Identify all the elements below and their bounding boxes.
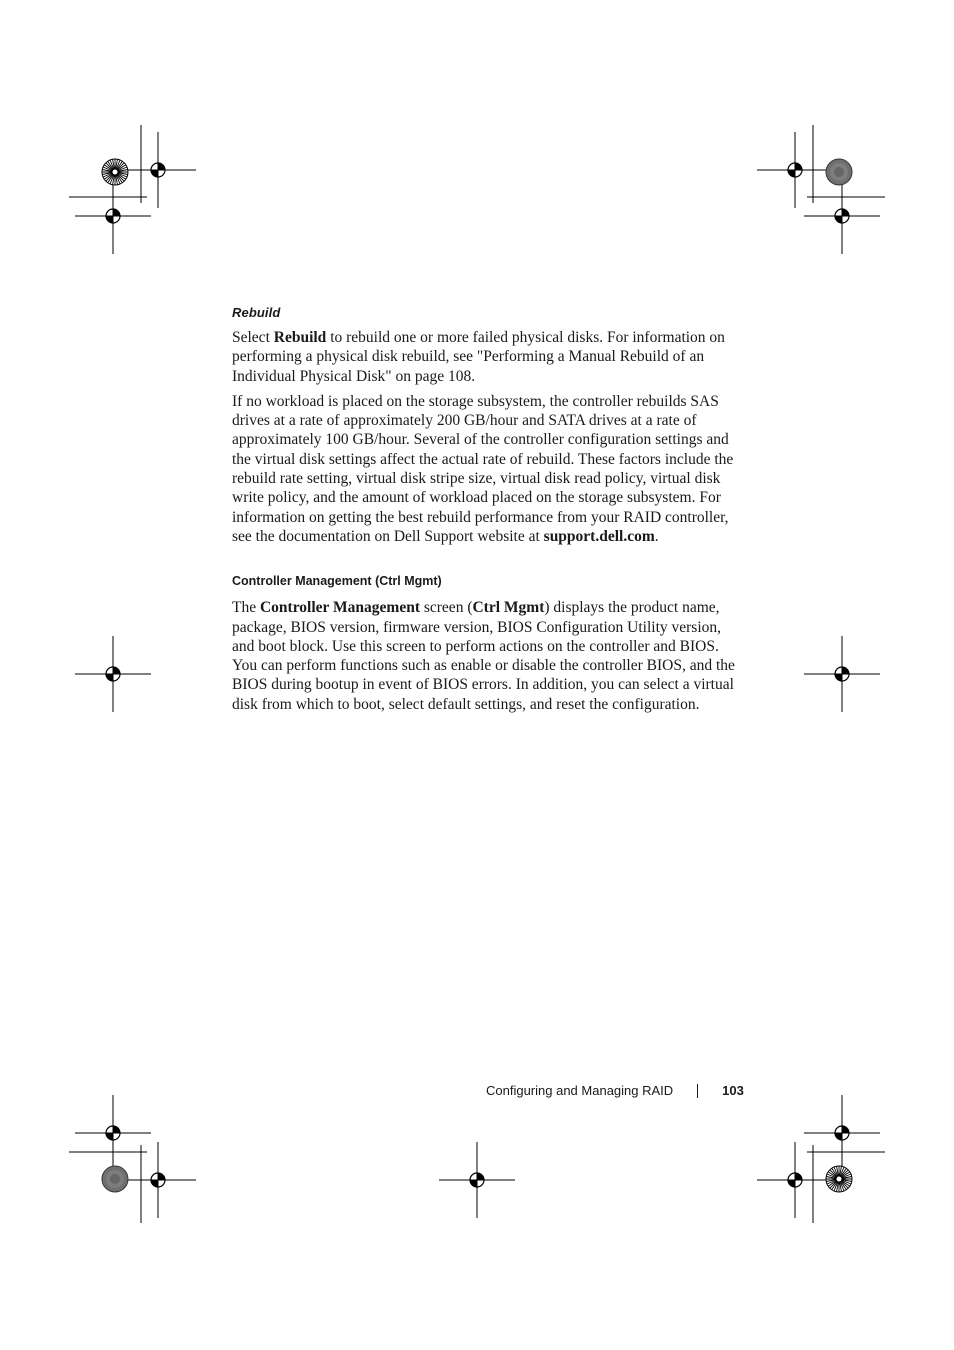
rebuild-heading: Rebuild bbox=[232, 305, 281, 320]
footer-chapter-title: Configuring and Managing RAID bbox=[486, 1083, 674, 1098]
ctrl-mgmt-term: Ctrl Mgmt bbox=[472, 599, 545, 617]
controller-management-paragraph: The Controller Management screen (Ctrl Mgmt) displays the product name, package, BIOS version, firmware version, BIOS Configuration Utility version, and boot block. Use this screen to perform actions on the controller and BIOS. You can perform functions such as enable or disable the controller BIOS, and the BIOS during bootup in event of BIOS errors. In addition, you can select a virtual disk from which to boot, select default settings, and reset the configuration. bbox=[232, 599, 735, 713]
controller-management-heading: Controller Management (Ctrl Mgmt) bbox=[232, 574, 442, 589]
page-content bbox=[232, 305, 744, 720]
rebuild-paragraph-1: Select Rebuild to rebuild one or more failed physical disks. For information on performing a physical disk rebuild, see "Performing a Manual Rebuild of an Individual Physical Disk" on page 108. bbox=[232, 329, 725, 385]
page-number: 103 bbox=[722, 1083, 744, 1098]
controller-management-term: Controller Management bbox=[259, 599, 420, 617]
rebuild-paragraph-2: If no workload is placed on the storage subsystem, the controller rebuilds SAS drives at a rate of approximately 200 GB/hour and SATA drives at a rate of approximately 100 GB/hour. Several of the controller configuration settings and the virtual disk settings affect the actual rate of rebuild. These factors include the rebuild rate setting, virtual disk stripe size, virtual disk read policy, virtual disk write policy, and the amount of workload placed on the storage subsystem. For information on getting the best rebuild performance from your RAID controller, see the documentation on Dell Support website at support.dell.com. bbox=[232, 392, 734, 545]
rebuild-term: Rebuild bbox=[273, 329, 327, 346]
support-link-text: support.dell.com bbox=[543, 527, 655, 545]
page-footer bbox=[486, 1083, 748, 1098]
footer-separator bbox=[697, 1084, 698, 1098]
